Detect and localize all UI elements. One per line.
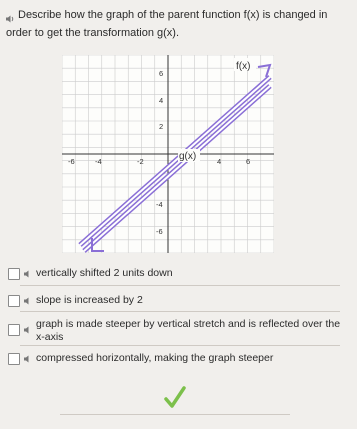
choice-label: compressed horizontally, making the graph steeper <box>36 352 274 364</box>
divider <box>20 311 340 312</box>
f-label: f(x) <box>236 61 251 72</box>
question-part-2: is changed in order to get the transformation <box>6 9 328 39</box>
choice-checkbox[interactable] <box>8 268 20 280</box>
gx-label: g(x) <box>157 27 176 39</box>
speaker-icon[interactable] <box>24 296 33 304</box>
speaker-icon[interactable] <box>24 354 33 362</box>
y-tick-label: 4 <box>159 96 164 105</box>
y-tick-label: -6 <box>156 227 163 236</box>
question-part-1: Describe how the graph of the parent function <box>18 9 244 21</box>
checkmark-icon[interactable] <box>161 384 189 412</box>
x-tick-label: -2 <box>137 157 144 166</box>
choice-label: graph is made steeper by vertical stretch and is reflected over the <box>36 318 341 330</box>
line-g <box>84 86 270 251</box>
divider <box>60 414 290 415</box>
x-tick-label: -6 <box>68 157 75 166</box>
choice-label: slope is increased by 2 <box>36 294 143 306</box>
x-tick-label: 4 <box>217 157 222 166</box>
choice-label-line2: x-axis <box>36 331 64 343</box>
question-part-3: . <box>175 27 180 39</box>
choice-checkbox[interactable] <box>8 324 20 336</box>
y-tick-label: 2 <box>159 122 164 131</box>
line-f <box>80 77 270 245</box>
choice-label: vertically shifted 2 units down <box>36 267 173 279</box>
coordinate-graph <box>62 55 274 253</box>
divider <box>20 345 340 346</box>
fx-label: f(x) <box>243 9 260 21</box>
choice-checkbox[interactable] <box>8 295 20 307</box>
choice-checkbox[interactable] <box>8 353 20 365</box>
speaker-icon[interactable] <box>24 325 33 333</box>
y-tick-label: -4 <box>156 200 163 209</box>
g-label: g(x) <box>179 151 197 162</box>
speaker-icon[interactable] <box>24 269 33 277</box>
divider <box>20 285 340 286</box>
y-tick-label: 6 <box>159 69 164 78</box>
speaker-icon[interactable] <box>6 11 15 19</box>
x-tick-label: -4 <box>95 157 102 166</box>
arrow-up-icon <box>258 65 270 77</box>
x-tick-label: 6 <box>246 157 251 166</box>
question-text <box>6 6 346 42</box>
